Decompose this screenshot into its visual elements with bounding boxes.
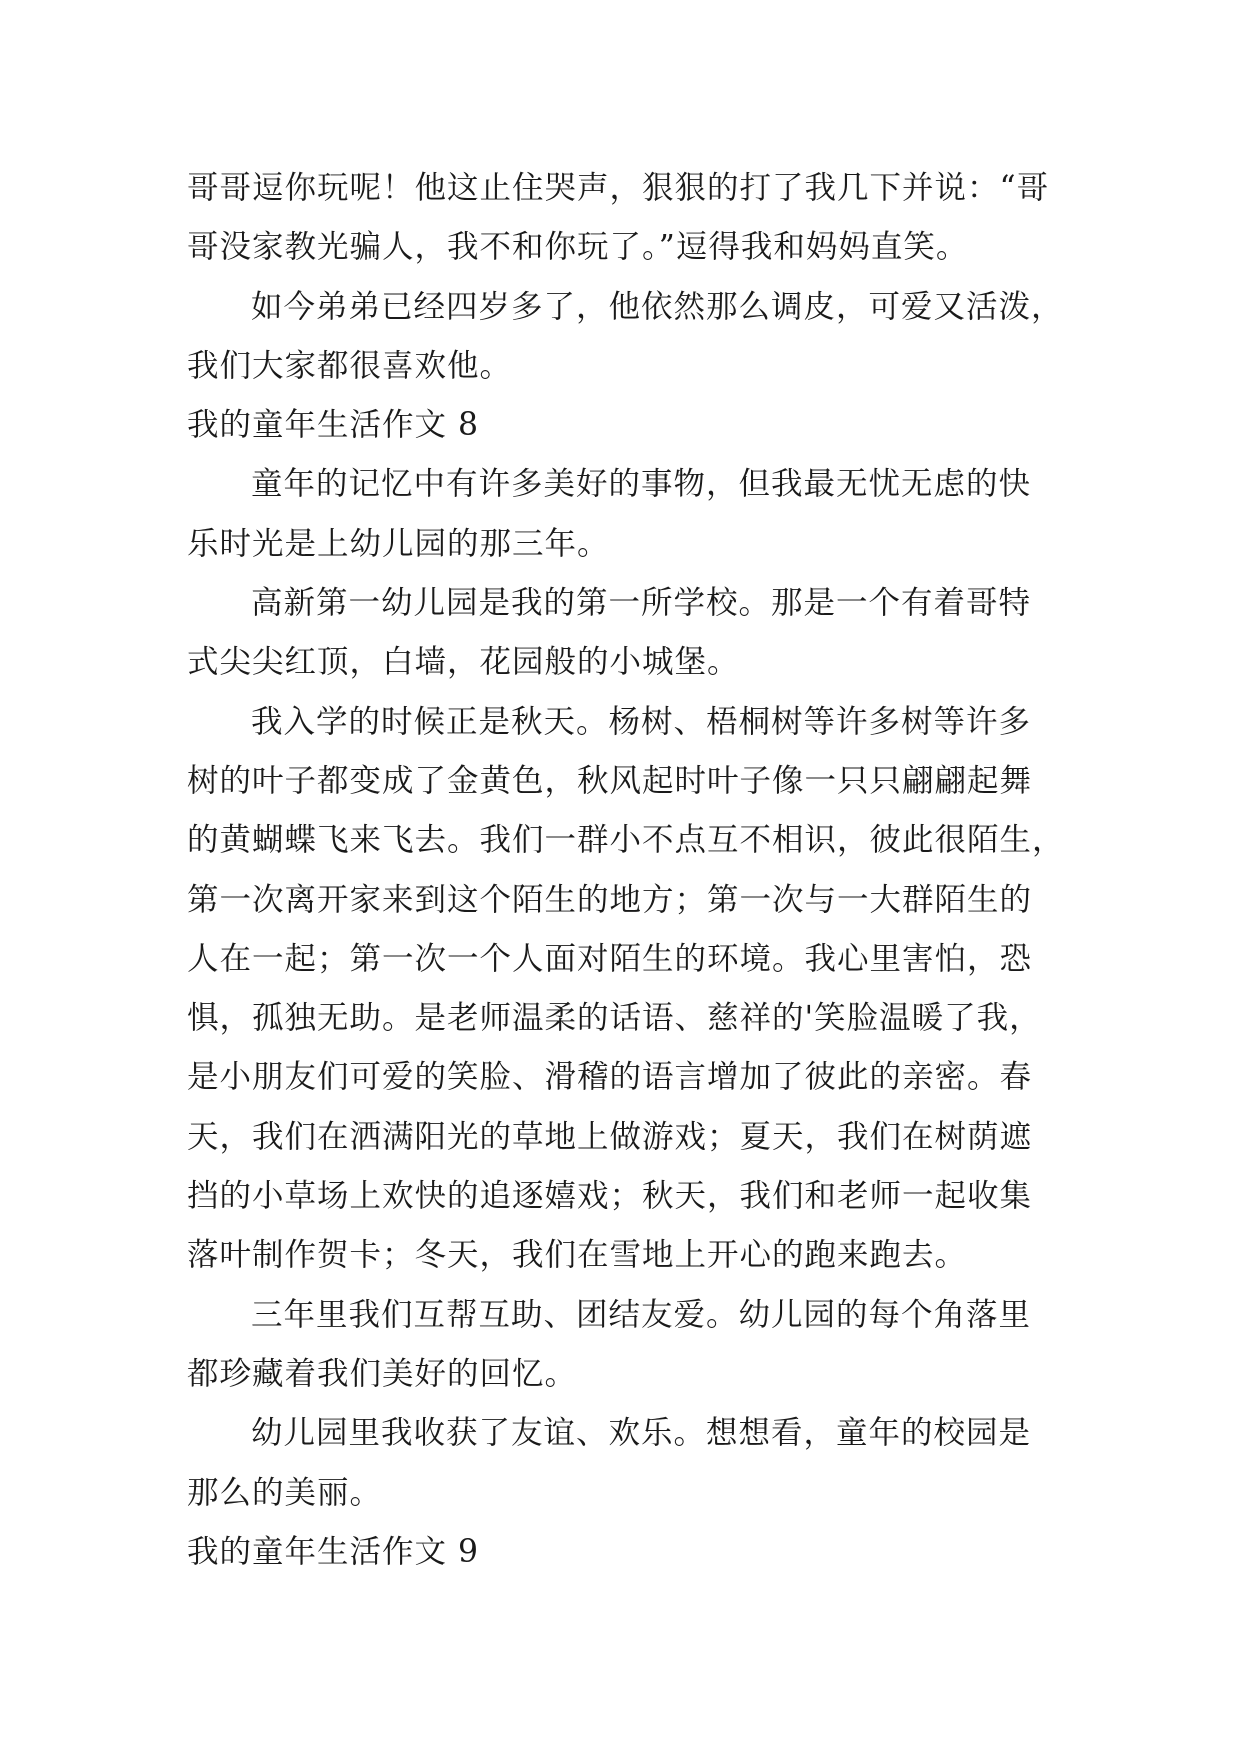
text-line: 挡的小草场上欢快的追逐嬉戏；秋天，我们和老师一起收集 bbox=[187, 1178, 1033, 1215]
text-line: 是小朋友们可爱的笑脸、滑稽的语言增加了彼此的亲密。春 bbox=[187, 1059, 1033, 1096]
text-line: 我们大家都很喜欢他。 bbox=[187, 347, 513, 384]
text-line: 哥没家教光骗人，我不和你玩了。”逗得我和妈妈直笑。 bbox=[187, 229, 969, 266]
section-heading: 我的童年生活作文 8 bbox=[187, 407, 480, 444]
paragraph-start-line: 三年里我们互帮互助、团结友爱。幼儿园的每个角落里 bbox=[251, 1296, 1032, 1333]
paragraph-start-line: 童年的记忆中有许多美好的事物，但我最无忧无虑的快 bbox=[251, 466, 1032, 503]
paragraph-start-line: 如今弟弟已经四岁多了，他依然那么调皮，可爱又活泼， bbox=[251, 288, 1064, 325]
paragraph-start-line: 幼儿园里我收获了友谊、欢乐。想想看，童年的校园是 bbox=[251, 1415, 1032, 1452]
text-line: 落叶制作贺卡；冬天，我们在雪地上开心的跑来跑去。 bbox=[187, 1237, 968, 1274]
text-line: 第一次离开家来到这个陌生的地方；第一次与一大群陌生的 bbox=[187, 881, 1033, 918]
text-line: 哥哥逗你玩呢！他这止住哭声，狠狠的打了我几下并说：“哥 bbox=[187, 170, 1050, 206]
document-body bbox=[187, 159, 1067, 1582]
text-line: 惧，孤独无助。是老师温柔的话语、慈祥的'笑脸温暖了我， bbox=[187, 1000, 1042, 1037]
section-heading: 我的童年生活作文 9 bbox=[187, 1533, 480, 1570]
text-line: 天，我们在洒满阳光的草地上做游戏；夏天，我们在树荫遮 bbox=[187, 1118, 1033, 1155]
text-line: 都珍藏着我们美好的回忆。 bbox=[187, 1355, 578, 1392]
paragraph-start-line: 我入学的时候正是秋天。杨树、梧桐树等许多树等许多 bbox=[251, 703, 1032, 740]
text-line: 乐时光是上幼儿园的那三年。 bbox=[187, 525, 610, 562]
text-line: 式尖尖红顶，白墙，花园般的小城堡。 bbox=[187, 644, 740, 681]
paragraph-start-line: 高新第一幼儿园是我的第一所学校。那是一个有着哥特 bbox=[251, 585, 1032, 622]
text-line: 那么的美丽。 bbox=[187, 1474, 383, 1511]
text-line: 人在一起；第一次一个人面对陌生的环境。我心里害怕，恐 bbox=[187, 940, 1033, 977]
text-line: 的黄蝴蝶飞来飞去。我们一群小不点互不相识，彼此很陌生， bbox=[187, 822, 1065, 859]
text-line: 树的叶子都变成了金黄色，秋风起时叶子像一只只翩翩起舞 bbox=[187, 762, 1033, 799]
